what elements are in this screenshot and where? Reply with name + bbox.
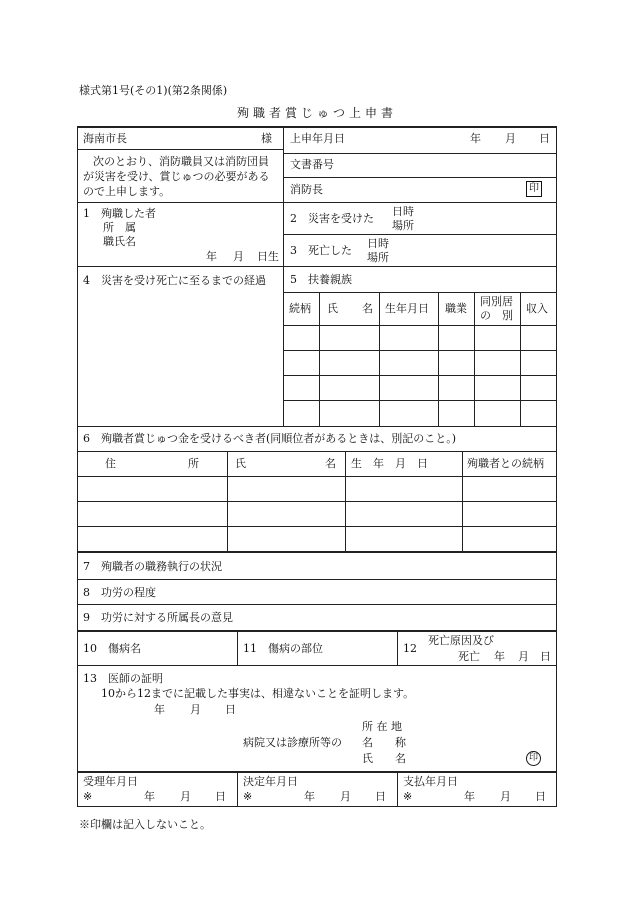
section1-heading: 1 殉職した者 — [83, 207, 156, 220]
recipient-col-address-1: 住 — [105, 457, 116, 470]
section12-year: 年 — [494, 650, 505, 663]
section1-birth-day: 日生 — [257, 250, 279, 263]
intro-text-line2: が災害を受け、賞じゅつの必要がある — [83, 170, 270, 183]
submission-date-year: 年 — [470, 132, 481, 145]
section2-datetime-label: 日時 — [392, 205, 414, 218]
document-number-label: 文書番号 — [290, 158, 334, 171]
paid-date-label: 支払年月日 — [403, 775, 458, 788]
addressee-honorific: 様 — [261, 132, 272, 145]
submission-date-month: 月 — [505, 132, 516, 145]
recipient-col-address-2: 所 — [188, 457, 199, 470]
section12-line2: 死亡 — [458, 650, 480, 663]
paid-date-month: 月 — [500, 790, 511, 803]
recipient-col-birth: 生 年 月 日 — [351, 457, 428, 470]
section1-affiliation-label: 所 属 — [103, 221, 136, 234]
form-title: 殉職者賞じゅつ上申書 — [237, 106, 398, 120]
decided-date-year: 年 — [304, 790, 315, 803]
footnote: ※印欄は記入しないこと。 — [79, 818, 211, 831]
paid-date-mark: ※ — [403, 790, 413, 803]
section11-heading: 11 傷病の部位 — [243, 642, 323, 655]
recipient-col-name-1: 氏 — [235, 457, 246, 470]
paid-date-day: 日 — [535, 790, 546, 803]
section12-month: 月 — [518, 650, 529, 663]
section8-heading: 8 功労の程度 — [83, 586, 156, 599]
section12-day: 日 — [540, 650, 551, 663]
submission-date-label: 上申年月日 — [290, 132, 345, 145]
section1-birth-month: 月 — [233, 250, 244, 263]
section12-number: 12 — [403, 642, 417, 655]
received-date-day: 日 — [215, 790, 226, 803]
dependents-col-birth: 生年月日 — [385, 302, 429, 315]
section12-line1: 死亡原因及び — [428, 634, 494, 647]
intro-text-line1: 次のとおり、消防職員又は消防団員 — [93, 155, 269, 168]
form-reference: 様式第1号(その1)(第2条関係) — [79, 84, 228, 97]
institution-label: 病院又は診療所等の — [243, 736, 342, 749]
section2-heading: 2 災害を受けた — [290, 212, 374, 225]
dependents-col-income: 収入 — [526, 302, 548, 315]
paid-date-year: 年 — [464, 790, 475, 803]
recipient-col-name-2: 名 — [325, 457, 336, 470]
physician-name-label: 氏 名 — [362, 752, 406, 765]
decided-date-label: 決定年月日 — [243, 775, 298, 788]
section2-place-label: 場所 — [392, 219, 414, 232]
section1-birth-year: 年 — [206, 250, 217, 263]
physician-statement: 10から12までに記載した事実は、相違ないことを証明します。 — [101, 687, 415, 700]
section7-heading: 7 殉職者の職務執行の状況 — [83, 560, 222, 573]
section3-heading: 3 死亡した — [290, 244, 352, 257]
physician-date-year: 年 — [154, 703, 165, 716]
physician-date-month: 月 — [190, 703, 201, 716]
section3-datetime-label: 日時 — [367, 237, 389, 250]
dependents-col-name-2: 名 — [362, 302, 373, 315]
physician-seal-mark: 印 — [526, 751, 541, 766]
section6-heading: 6 殉職者賞じゅつ金を受けるべき者(同順位者があるときは、別記のこと。) — [83, 432, 457, 445]
fire-chief-seal-mark: 印 — [526, 181, 542, 197]
received-date-month: 月 — [180, 790, 191, 803]
fire-chief-label: 消防長 — [290, 183, 323, 196]
addressee: 海南市長 — [83, 132, 127, 145]
physician-date-day: 日 — [225, 703, 236, 716]
dependents-col-relation: 続柄 — [289, 302, 311, 315]
received-date-mark: ※ — [83, 790, 93, 803]
section3-place-label: 場所 — [367, 251, 389, 264]
section1-name-label: 職氏名 — [103, 235, 136, 248]
decided-date-month: 月 — [340, 790, 351, 803]
received-date-label: 受理年月日 — [83, 775, 138, 788]
dependents-col-cohabitation-2: の 別 — [480, 309, 513, 322]
section4-heading: 4 災害を受け死亡に至るまでの経過 — [83, 274, 266, 287]
section13-heading: 13 医師の証明 — [83, 672, 163, 685]
dependents-col-job: 職業 — [445, 302, 467, 315]
section5-heading: 5 扶養親族 — [290, 273, 352, 286]
recipient-col-relation: 殉職者との続柄 — [467, 457, 544, 470]
dependents-col-cohabitation-1: 同別居 — [480, 295, 513, 308]
section10-heading: 10 傷病名 — [83, 642, 141, 655]
institution-address-label: 所 在 地 — [362, 720, 402, 733]
submission-date-day: 日 — [539, 132, 550, 145]
decided-date-mark: ※ — [243, 790, 253, 803]
dependents-col-name-1: 氏 — [327, 302, 338, 315]
decided-date-day: 日 — [375, 790, 386, 803]
received-date-year: 年 — [144, 790, 155, 803]
section9-heading: 9 功労に対する所属長の意見 — [83, 611, 233, 624]
intro-text-line3: ので上申します。 — [83, 185, 171, 198]
institution-title-label: 名 称 — [362, 736, 406, 749]
